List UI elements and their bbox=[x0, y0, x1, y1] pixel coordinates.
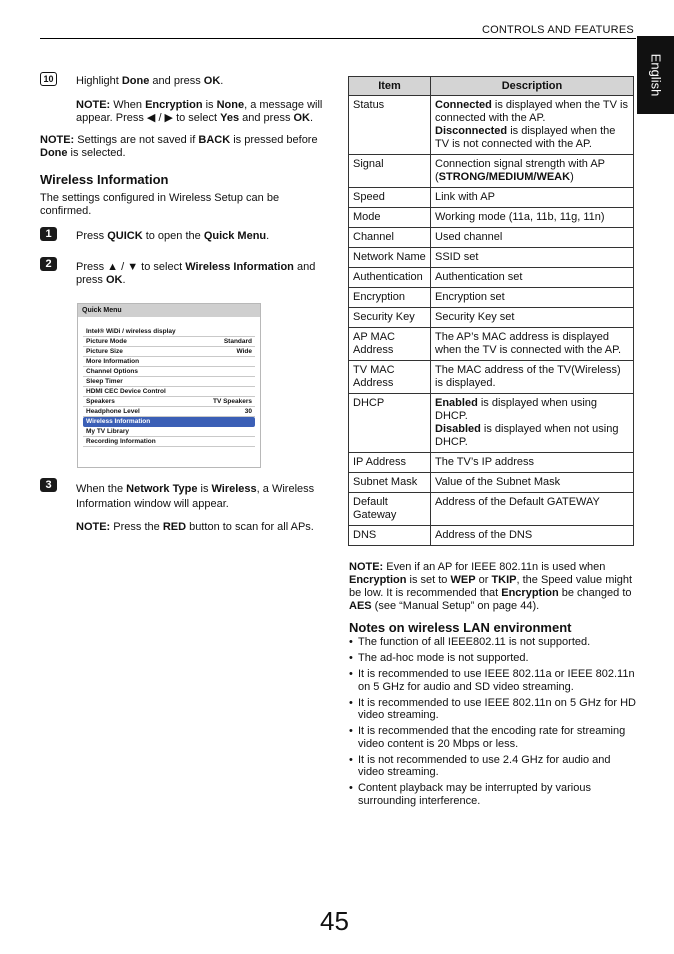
table-row bbox=[349, 288, 634, 308]
table-cell-description bbox=[431, 288, 634, 308]
table-cell-item: Mode bbox=[349, 208, 431, 228]
desc-text: is displayed when using DHCP. bbox=[435, 397, 598, 422]
wireless-info-intro: The settings configured in Wireless Setup can be confirmed. bbox=[40, 192, 280, 217]
table-row bbox=[349, 228, 634, 248]
wireless-info-table bbox=[348, 76, 634, 546]
quick-menu-item-label: Wireless Information bbox=[86, 418, 151, 425]
table-cell-item: Signal bbox=[349, 155, 431, 188]
table-cell-description bbox=[431, 493, 634, 526]
desc-text: Connection signal strength with AP ( bbox=[435, 158, 605, 183]
page-number: 45 bbox=[320, 906, 349, 936]
table-row bbox=[349, 248, 634, 268]
table-row bbox=[349, 361, 634, 394]
desc-text: The TV’s IP address bbox=[435, 456, 535, 468]
table-header-row bbox=[349, 77, 634, 96]
quick-menu-item-label: Headphone Level bbox=[86, 408, 140, 415]
quick-menu-item-value: TV Speakers bbox=[212, 398, 252, 405]
quick-menu-item-label: Speakers bbox=[86, 398, 115, 405]
quick-menu-item[interactable] bbox=[83, 347, 255, 357]
table-row bbox=[349, 328, 634, 361]
column-header-description: Description bbox=[431, 77, 634, 96]
desc-text: Address of the DNS bbox=[435, 529, 533, 541]
table-cell-description bbox=[431, 328, 634, 361]
table-row bbox=[349, 453, 634, 473]
quick-menu-item[interactable] bbox=[83, 407, 255, 417]
quick-menu-item-label: Channel Options bbox=[86, 368, 138, 375]
desc-text: Value of the Subnet Mask bbox=[435, 476, 561, 488]
table-cell-item: Default Gateway bbox=[349, 493, 431, 526]
table-cell-description bbox=[431, 208, 634, 228]
desc-text: Link with AP bbox=[435, 191, 495, 203]
wireless-info-heading: Wireless Information bbox=[40, 172, 169, 187]
quick-menu-item[interactable] bbox=[83, 327, 255, 337]
list-item: • The ad-hoc mode is not supported. bbox=[349, 652, 639, 665]
step-2-badge: 2 bbox=[40, 257, 57, 271]
list-item: • It is recommended that the encoding rate for streaming video content is 20 Mbps or less. bbox=[349, 725, 639, 750]
quick-menu-item[interactable] bbox=[83, 397, 255, 407]
table-cell-item: Speed bbox=[349, 188, 431, 208]
header-rule bbox=[40, 38, 636, 39]
table-cell-item: IP Address bbox=[349, 453, 431, 473]
desc-text: is displayed when the TV is not connected with the AP. bbox=[435, 125, 616, 150]
step-1-badge: 1 bbox=[40, 227, 57, 241]
table-cell-description bbox=[431, 394, 634, 453]
table-row bbox=[349, 96, 634, 155]
quick-menu-item-label: More Information bbox=[86, 358, 140, 365]
quick-menu-item[interactable] bbox=[83, 367, 255, 377]
quick-menu-item-value: 30 bbox=[244, 408, 252, 415]
note-encryption-speed: NOTE: Even if an AP for IEEE 802.11n is used when Encryption is set to WEP or TKIP, the Speed value might be low. It is recommended that Encryption be changed to AES (see “Manual Setup” on page 44). bbox=[349, 561, 633, 612]
list-item: • It is recommended to use IEEE 802.11n on 5 GHz for HD video streaming. bbox=[349, 697, 639, 722]
table-cell-description bbox=[431, 248, 634, 268]
quick-menu-item[interactable] bbox=[83, 377, 255, 387]
table-cell-item: Status bbox=[349, 96, 431, 155]
quick-menu-item-label: HDMI CEC Device Control bbox=[86, 388, 166, 395]
quick-menu-item[interactable] bbox=[83, 427, 255, 437]
list-item: • It is not recommended to use 2.4 GHz for audio and video streaming. bbox=[349, 754, 639, 779]
table-cell-item: Security Key bbox=[349, 308, 431, 328]
quick-menu-item-value: Standard bbox=[223, 338, 252, 345]
quick-menu-item[interactable] bbox=[83, 437, 255, 447]
quick-menu-item-label: My TV Library bbox=[86, 428, 129, 435]
table-cell-description bbox=[431, 308, 634, 328]
table-cell-description bbox=[431, 526, 634, 546]
table-cell-description bbox=[431, 268, 634, 288]
quick-menu-item-label: Sleep Timer bbox=[86, 378, 123, 385]
notes-env-list bbox=[349, 636, 639, 811]
desc-text: Encryption set bbox=[435, 291, 505, 303]
language-tab bbox=[637, 36, 674, 114]
quick-menu-item[interactable] bbox=[83, 417, 255, 427]
step-3-text: When the Network Type is Wireless, a Wireless Information window will appear. bbox=[76, 483, 315, 510]
desc-text: Address of the Default GATEWAY bbox=[435, 496, 600, 508]
table-cell-description bbox=[431, 453, 634, 473]
step-2-text: Press ▲ / ▼ to select Wireless Information and press OK. bbox=[76, 261, 316, 286]
list-item: • Content playback may be interrupted by various surrounding interference. bbox=[349, 782, 639, 807]
table-cell-description bbox=[431, 473, 634, 493]
desc-text: is displayed when the TV is connected with the AP. bbox=[435, 99, 628, 124]
desc-bold: Connected bbox=[435, 99, 492, 111]
table-row bbox=[349, 268, 634, 288]
table-cell-item: DHCP bbox=[349, 394, 431, 453]
table-cell-description bbox=[431, 228, 634, 248]
step-10-badge: 10 bbox=[40, 72, 57, 86]
desc-text: The AP’s MAC address is displayed when the TV is connected with the AP. bbox=[435, 331, 622, 356]
quick-menu-screenshot bbox=[77, 303, 261, 468]
notes-env-heading: Notes on wireless LAN environment bbox=[349, 620, 572, 635]
quick-menu-item[interactable] bbox=[83, 357, 255, 367]
table-cell-item: Network Name bbox=[349, 248, 431, 268]
quick-menu-item-label: Picture Mode bbox=[86, 338, 127, 345]
table-row bbox=[349, 473, 634, 493]
table-row bbox=[349, 493, 634, 526]
table-cell-description bbox=[431, 155, 634, 188]
table-cell-item: Authentication bbox=[349, 268, 431, 288]
desc-text: Security Key set bbox=[435, 311, 515, 323]
note-red-button: NOTE: Press the RED button to scan for all APs. bbox=[76, 521, 314, 533]
language-tab-label: English bbox=[648, 53, 663, 97]
desc-bold: STRONG/MEDIUM/WEAK bbox=[438, 171, 571, 183]
table-cell-description bbox=[431, 188, 634, 208]
desc-text: is displayed when not using DHCP. bbox=[435, 423, 619, 448]
table-cell-description bbox=[431, 96, 634, 155]
quick-menu-item[interactable] bbox=[83, 387, 255, 397]
note-settings-not-saved: NOTE: Settings are not saved if BACK is pressed before Done is selected. bbox=[40, 134, 318, 159]
table-row bbox=[349, 208, 634, 228]
table-row bbox=[349, 308, 634, 328]
quick-menu-list bbox=[83, 327, 255, 447]
table-row bbox=[349, 394, 634, 453]
desc-text: The MAC address of the TV(Wireless) is displayed. bbox=[435, 364, 621, 389]
step-10-text: Highlight Done and press OK. bbox=[76, 75, 224, 87]
desc-text: Used channel bbox=[435, 231, 503, 243]
list-item: • The function of all IEEE802.11 is not supported. bbox=[349, 636, 639, 649]
table-cell-item: Channel bbox=[349, 228, 431, 248]
column-header-item: Item bbox=[349, 77, 431, 96]
table-row bbox=[349, 526, 634, 546]
table-cell-item: TV MAC Address bbox=[349, 361, 431, 394]
quick-menu-item-label: Intel® WiDi / wireless display bbox=[86, 328, 176, 335]
step-3-badge: 3 bbox=[40, 478, 57, 492]
table-cell-description bbox=[431, 361, 634, 394]
table-row bbox=[349, 155, 634, 188]
desc-text: ) bbox=[570, 171, 574, 183]
desc-text: SSID set bbox=[435, 251, 479, 263]
desc-text: Working mode (11a, 11b, 11g, 11n) bbox=[435, 211, 605, 223]
desc-bold: Enabled bbox=[435, 397, 478, 409]
quick-menu-item-label: Recording Information bbox=[86, 438, 156, 445]
desc-bold: Disconnected bbox=[435, 125, 508, 137]
note-encryption-none: NOTE: When Encryption is None, a message will appear. Press ◀ / ▶ to select Yes and press OK. bbox=[76, 99, 323, 124]
table-cell-item: Subnet Mask bbox=[349, 473, 431, 493]
step-1-text: Press QUICK to open the Quick Menu. bbox=[76, 230, 270, 242]
desc-bold: Disabled bbox=[435, 423, 481, 435]
section-header: CONTROLS AND FEATURES bbox=[482, 24, 634, 36]
desc-text: Authentication set bbox=[435, 271, 523, 283]
table-row bbox=[349, 188, 634, 208]
quick-menu-item-label: Picture Size bbox=[86, 348, 123, 355]
table-cell-item: DNS bbox=[349, 526, 431, 546]
quick-menu-item-value: Wide bbox=[236, 348, 252, 355]
table-cell-item: AP MAC Address bbox=[349, 328, 431, 361]
quick-menu-item[interactable] bbox=[83, 337, 255, 347]
table-cell-item: Encryption bbox=[349, 288, 431, 308]
quick-menu-title: Quick Menu bbox=[78, 304, 260, 317]
table-body bbox=[349, 96, 634, 546]
list-item: • It is recommended to use IEEE 802.11a or IEEE 802.11n on 5 GHz for audio and SD video streaming. bbox=[349, 668, 639, 693]
